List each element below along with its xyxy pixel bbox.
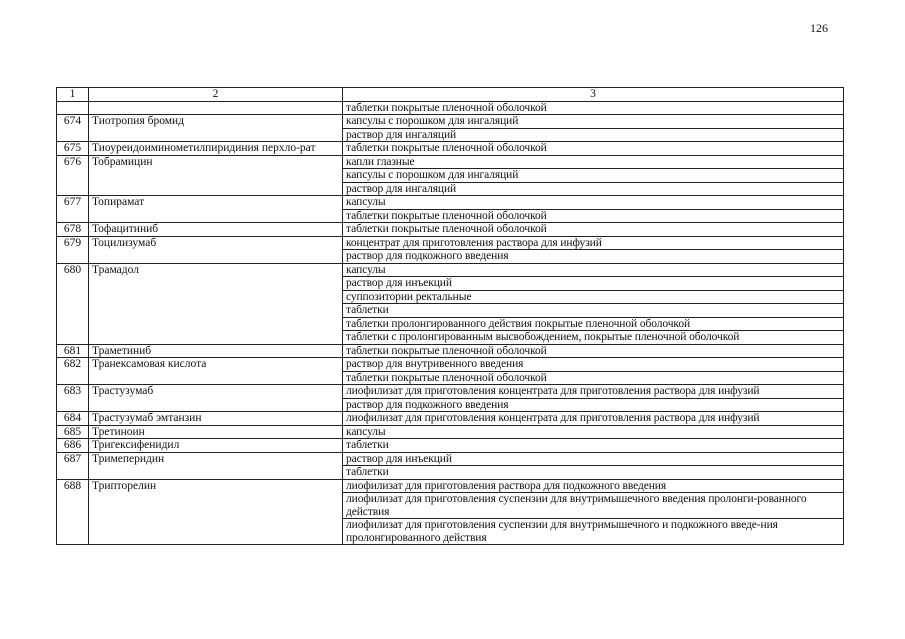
- dosage-form: таблетки: [343, 439, 844, 453]
- header-col-form: 3: [343, 88, 844, 102]
- table-row: [57, 263, 844, 277]
- row-number: [57, 101, 89, 115]
- dosage-form: концентрат для приготовления раствора для инфузий: [343, 236, 844, 250]
- drug-name: Тобрамицин: [89, 155, 343, 196]
- dosage-form: таблетки: [343, 466, 844, 480]
- row-number: 679: [57, 236, 89, 263]
- header-col-name: 2: [89, 88, 343, 102]
- dosage-form: лиофилизат для приготовления раствора для подкожного введения: [343, 479, 844, 493]
- table-row: [57, 142, 844, 156]
- dosage-form: лиофилизат для приготовления суспензии для внутримышечного введения пролонги-рованного действия: [343, 493, 844, 519]
- dosage-form: таблетки покрытые пленочной оболочкой: [343, 209, 844, 223]
- table-row: [57, 452, 844, 466]
- table-row: [57, 155, 844, 169]
- dosage-form: таблетки покрытые пленочной оболочкой: [343, 223, 844, 237]
- row-number: 682: [57, 358, 89, 385]
- dosage-form: капсулы с порошком для ингаляций: [343, 115, 844, 129]
- dosage-form: раствор для ингаляций: [343, 128, 844, 142]
- dosage-form: таблетки: [343, 304, 844, 318]
- table-row: [57, 412, 844, 426]
- medication-table: [56, 87, 844, 545]
- table-row: [57, 101, 844, 115]
- dosage-form: лиофилизат для приготовления суспензии для внутримышечного и подкожного введе-ния пролонгированного действия: [343, 519, 844, 545]
- table-row: [57, 358, 844, 372]
- row-number: 676: [57, 155, 89, 196]
- dosage-form: таблетки покрытые пленочной оболочкой: [343, 344, 844, 358]
- dosage-form: таблетки пролонгированного действия покрытые пленочной оболочкой: [343, 317, 844, 331]
- dosage-form: суппозитории ректальные: [343, 290, 844, 304]
- table-row: [57, 479, 844, 493]
- drug-name: Тиотропия бромид: [89, 115, 343, 142]
- dosage-form: таблетки с пролонгированным высвобождением, покрытые пленочной оболочкой: [343, 331, 844, 345]
- drug-name: Траметиниб: [89, 344, 343, 358]
- drug-name: Трамадол: [89, 263, 343, 344]
- row-number: 687: [57, 452, 89, 479]
- table-row: [57, 196, 844, 210]
- table-body: [57, 101, 844, 545]
- drug-name: Транексамовая кислота: [89, 358, 343, 385]
- dosage-form: капли глазные: [343, 155, 844, 169]
- dosage-form: раствор для инъекций: [343, 277, 844, 291]
- row-number: 678: [57, 223, 89, 237]
- table-row: [57, 344, 844, 358]
- table-row: [57, 425, 844, 439]
- table-row: [57, 115, 844, 129]
- drug-name: Трастузумаб эмтанзин: [89, 412, 343, 426]
- dosage-form: таблетки покрытые пленочной оболочкой: [343, 142, 844, 156]
- dosage-form: раствор для подкожного введения: [343, 250, 844, 264]
- row-number: 677: [57, 196, 89, 223]
- drug-name: Трастузумаб: [89, 385, 343, 412]
- drug-name: Тоцилизумаб: [89, 236, 343, 263]
- drug-name: Тофацитиниб: [89, 223, 343, 237]
- row-number: 683: [57, 385, 89, 412]
- header-row: [57, 88, 844, 102]
- dosage-form: лиофилизат для приготовления концентрата для приготовления раствора для инфузий: [343, 412, 844, 426]
- drug-name: Третиноин: [89, 425, 343, 439]
- dosage-form: раствор для внутривенного введения: [343, 358, 844, 372]
- dosage-form: раствор для подкожного введения: [343, 398, 844, 412]
- table-row: [57, 223, 844, 237]
- page-number: 126: [810, 21, 828, 35]
- drug-name: [89, 101, 343, 115]
- row-number: 686: [57, 439, 89, 453]
- dosage-form: капсулы с порошком для ингаляций: [343, 169, 844, 183]
- header-col-number: 1: [57, 88, 89, 102]
- row-number: 674: [57, 115, 89, 142]
- drug-name: Тригексифенидил: [89, 439, 343, 453]
- table-header: [57, 88, 844, 102]
- table-row: [57, 236, 844, 250]
- row-number: 688: [57, 479, 89, 545]
- drug-name: Тиоуреидоиминометилпиридиния перхло-рат: [89, 142, 343, 156]
- dosage-form: таблетки покрытые пленочной оболочкой: [343, 371, 844, 385]
- dosage-form: раствор для инъекций: [343, 452, 844, 466]
- table-row: [57, 439, 844, 453]
- row-number: 680: [57, 263, 89, 344]
- row-number: 684: [57, 412, 89, 426]
- table-row: [57, 385, 844, 399]
- dosage-form: таблетки покрытые пленочной оболочкой: [343, 101, 844, 115]
- dosage-form: капсулы: [343, 196, 844, 210]
- dosage-form: раствор для ингаляций: [343, 182, 844, 196]
- drug-name: Тримеперидин: [89, 452, 343, 479]
- dosage-form: лиофилизат для приготовления концентрата для приготовления раствора для инфузий: [343, 385, 844, 399]
- row-number: 675: [57, 142, 89, 156]
- dosage-form: капсулы: [343, 263, 844, 277]
- drug-name: Трипторелин: [89, 479, 343, 545]
- drug-name: Топирамат: [89, 196, 343, 223]
- row-number: 685: [57, 425, 89, 439]
- row-number: 681: [57, 344, 89, 358]
- dosage-form: капсулы: [343, 425, 844, 439]
